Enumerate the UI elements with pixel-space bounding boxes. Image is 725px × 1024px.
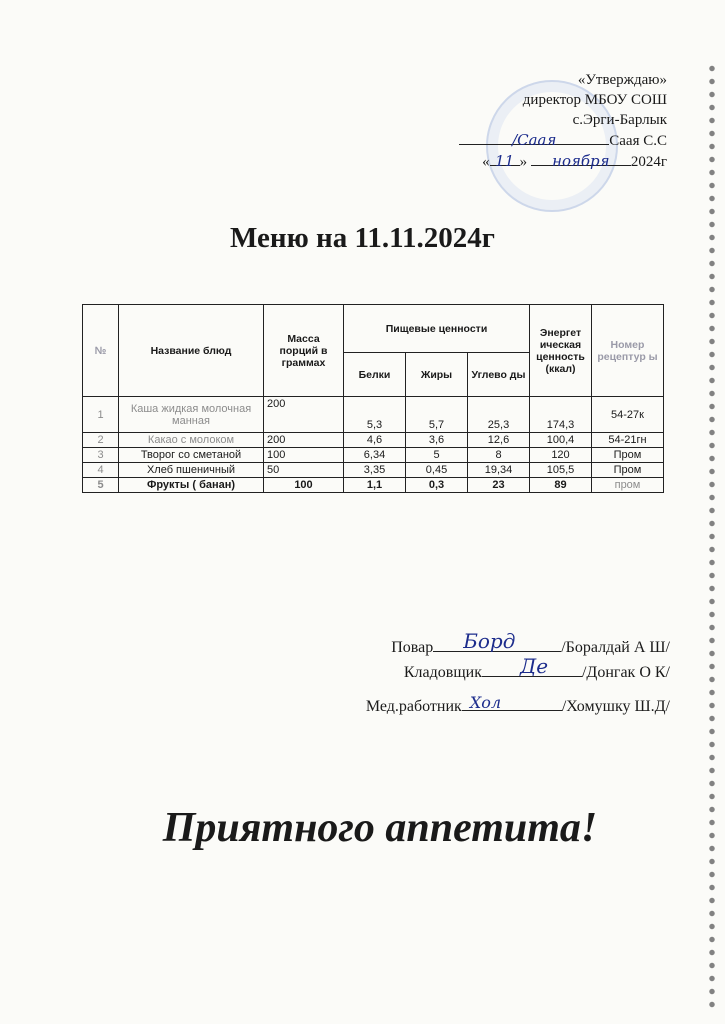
row-carbs: 8 [468,448,530,463]
header-recipe: Номер рецептур ы [592,305,664,397]
row-energy: 174,3 [530,397,592,433]
medic-name: /Хомушку Ш.Д/ [561,698,670,715]
row-fat: 0,45 [406,463,468,478]
table-row [83,433,664,448]
row-recipe: Пром [592,448,664,463]
row-fat: 3,6 [406,433,468,448]
row-num: 3 [83,448,119,463]
decorative-border [705,62,719,1012]
header-mass: Масса порций в граммах [264,305,344,397]
row-recipe: 54-21гн [592,433,664,448]
table-row [83,478,664,493]
row-carbs: 19,34 [468,463,530,478]
row-dish: Творог со сметаной [119,448,264,463]
row-num: 1 [83,397,119,433]
approval-heading: «Утверждаю» [577,72,667,88]
approval-signature-line [459,130,667,151]
approval-location: с.Эрги-Барлык [572,112,667,128]
storekeeper-signature [482,654,582,678]
row-dish: Какао с молоком [119,433,264,448]
row-dish: Каша жидкая молочная манная [119,397,264,433]
date-year: 2024г [630,154,667,170]
row-recipe: 54-27к [592,397,664,433]
row-protein: 1,1 [344,478,406,493]
date-day: 11 [495,152,515,170]
cook-name: /Боралдай А Ш/ [561,639,670,656]
header-nutrition: Пищевые ценности [344,305,530,353]
date-open-quote: « [482,154,490,170]
row-energy: 100,4 [530,433,592,448]
date-day-field [490,151,520,170]
medic-signature-line [365,693,670,716]
row-dish: Хлеб пшеничный [119,463,264,478]
storekeeper-name: /Донгак О К/ [581,664,670,681]
row-fat: 5 [406,448,468,463]
storekeeper-signature-line [403,654,670,682]
row-fat: 0,3 [406,478,468,493]
row-protein: 6,34 [344,448,406,463]
menu-table [82,304,664,493]
row-dish: Фрукты ( банан) [119,478,264,493]
row-num: 2 [83,433,119,448]
row-carbs: 12,6 [468,433,530,448]
medic-signature-mark: Хол [469,693,502,712]
header-num: № [83,305,119,397]
header-energy: Энергет ическая ценность (ккал) [530,305,592,397]
row-energy: 89 [530,478,592,493]
storekeeper-signature-mark: Де [519,654,549,678]
row-mass: 50 [264,463,344,478]
table-row [83,448,664,463]
row-recipe: пром [592,478,664,493]
row-protein: 5,3 [344,397,406,433]
header-fat: Жиры [406,353,468,397]
medic-label: Мед.работник [365,698,462,715]
date-mid: » [519,154,528,170]
row-protein: 4,6 [344,433,406,448]
page-title: Меню на 11.11.2024г [230,222,495,254]
date-month: ноября [552,152,610,170]
director-signature-mark: /Саая [512,131,557,149]
closing-text: Приятного аппетита! [162,805,598,851]
row-energy: 120 [530,448,592,463]
cook-signature [433,629,561,653]
cook-label: Повар [391,639,434,656]
row-carbs: 23 [468,478,530,493]
date-month-field [531,151,631,170]
row-energy: 105,5 [530,463,592,478]
row-num: 4 [83,463,119,478]
medic-signature [462,693,562,712]
header-protein: Белки [344,353,406,397]
cook-signature-mark: Борд [463,629,516,653]
row-mass: 100 [264,478,344,493]
director-name: Саая С.С [609,133,667,149]
approval-position: директор МБОУ СОШ [522,92,667,108]
row-carbs: 25,3 [468,397,530,433]
table-row [83,463,664,478]
row-num: 5 [83,478,119,493]
approval-block [459,70,667,172]
row-mass: 200 [264,397,344,433]
row-recipe: Пром [592,463,664,478]
storekeeper-label: Кладовщик [403,664,482,681]
row-mass: 100 [264,448,344,463]
header-carbs: Углево ды [468,353,530,397]
approval-date [459,151,667,172]
row-fat: 5,7 [406,397,468,433]
row-protein: 3,35 [344,463,406,478]
table-row [83,397,664,433]
row-mass: 200 [264,433,344,448]
header-dish: Название блюд [119,305,264,397]
director-signature [459,130,609,149]
